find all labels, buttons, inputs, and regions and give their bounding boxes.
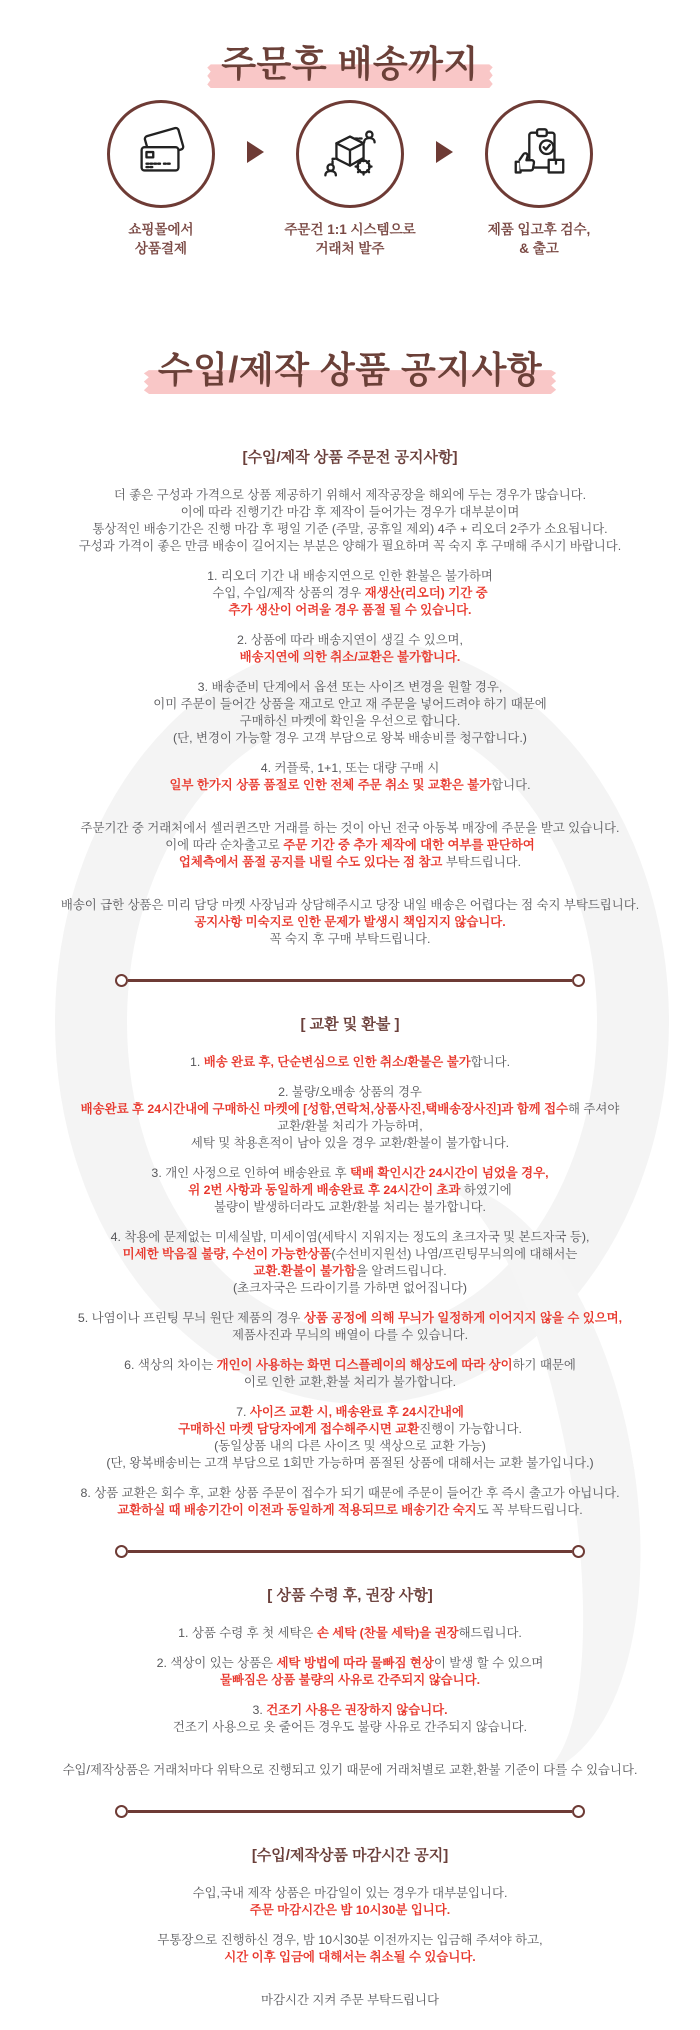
- text-segment-alert: 배송지연에 의한 취소/교환은 불가합니다.: [239, 650, 461, 665]
- text-segment: 세탁 및 착용흔적이 남아 있을 경우 교환/환불이 불가합니다.: [190, 1136, 510, 1151]
- text-segment: 하였기에: [460, 1183, 512, 1198]
- notice-line: [0, 1084, 700, 1101]
- text-segment: 교환/환불 처리가 가능하며,: [277, 1119, 423, 1134]
- notice-title-text: 수입/제작 상품 공지사항: [157, 348, 543, 390]
- notice-sections: [0, 446, 700, 2009]
- process-title: [213, 44, 486, 84]
- notice-line: [0, 713, 700, 730]
- process-title-text: 주문후 배송까지: [221, 43, 479, 84]
- notice-paragraph: [0, 1932, 700, 1966]
- divider-end-icon: [115, 1805, 128, 1818]
- notice-line: [0, 837, 700, 854]
- notice-line: [0, 1246, 700, 1263]
- section-heading: [ 교환 및 환불 ]: [300, 1016, 400, 1034]
- notice-paragraph: [0, 568, 700, 619]
- text-segment: 이미 주문이 들어간 상품을 재고로 안고 재 주문을 넣어드려야 하기 때문에: [153, 697, 547, 712]
- notice-paragraph: [0, 1404, 700, 1472]
- text-segment: 1.: [189, 1055, 204, 1070]
- notice-line: [0, 1438, 700, 1455]
- text-segment: 수입,국내 제작 상품은 마감일이 있는 경우가 대부분입니다.: [192, 1886, 508, 1901]
- text-segment: 3.: [252, 1703, 267, 1718]
- step-circle: [485, 100, 593, 208]
- text-segment: 3. 개인 사정으로 인하여 배송완료 후: [151, 1166, 350, 1181]
- text-segment: 2. 색상이 있는 상품은: [156, 1656, 277, 1671]
- text-segment-alert: 손 세탁 (찬물 세탁)을 권장: [316, 1626, 459, 1641]
- text-segment-alert: 업체측에서 품절 공지를 내릴 수도 있다는 점 참고: [178, 855, 443, 870]
- text-segment: 2. 상품에 따라 배송지연이 생길 수 있으며,: [237, 633, 463, 648]
- text-segment: 1. 상품 수령 후 첫 세탁은: [178, 1626, 317, 1641]
- step-circle: [107, 100, 215, 208]
- notice-line: [0, 760, 700, 777]
- text-segment-alert: 시간 이후 입금에 대해서는 취소될 수 있습니다.: [224, 1950, 476, 1965]
- text-segment-alert: 공지사항 미숙지로 인한 문제가 발생시 책임지지 않습니다.: [194, 915, 506, 930]
- arrow-right-icon: [436, 141, 453, 163]
- notice-paragraph: [0, 820, 700, 871]
- notice-line: [0, 487, 700, 504]
- notice-line: [0, 1932, 700, 1949]
- notice-paragraph: [0, 1310, 700, 1344]
- text-segment: 부탁드립니다.: [442, 855, 522, 870]
- notice-line: [0, 679, 700, 696]
- process-steps: [0, 100, 700, 257]
- step-order-system: [264, 100, 436, 257]
- notice-line: [0, 538, 700, 555]
- notice-paragraph: [0, 1702, 700, 1736]
- section-divider: [115, 1805, 585, 1818]
- notice-line: [0, 602, 700, 619]
- notice-paragraph: [0, 632, 700, 666]
- notice-paragraph: [0, 897, 700, 948]
- text-segment: (초크자국은 드라이기를 가하면 없어집니다): [232, 1281, 468, 1296]
- section-heading: [ 상품 수령 후, 권장 사항]: [267, 1587, 433, 1605]
- text-segment: 해드립니다.: [458, 1626, 522, 1641]
- text-segment: 더 좋은 구성과 가격으로 상품 제공하기 위해서 제작공장을 해외에 두는 경우가 많습니다.: [113, 488, 587, 503]
- notice-paragraph: [0, 1054, 700, 1071]
- notice-line: [0, 730, 700, 747]
- notice-line: [0, 1135, 700, 1152]
- text-segment: 수입, 수입/제작 상품의 경우: [212, 586, 365, 601]
- notice-line: [0, 1992, 700, 2009]
- step-payment: [75, 100, 247, 257]
- text-segment: (단, 왕복배송비는 고객 부담으로 1회만 가능하며 품절된 상품에 대해서는 교환 불가입니다.): [106, 1456, 594, 1471]
- text-segment: 불량이 발생하더라도 교환/환불 처리는 불가합니다.: [213, 1200, 486, 1215]
- notice-line: [0, 1182, 700, 1199]
- divider-end-icon: [115, 1545, 128, 1558]
- text-segment: 건조기 사용으로 옷 줄어든 경우도 불량 사유로 간주되지 않습니다.: [172, 1720, 528, 1735]
- notice-line: [0, 632, 700, 649]
- notice-paragraph: [0, 487, 700, 555]
- text-segment-alert: 주문 기간 중 추가 제작에 대한 여부를 판단하여: [283, 838, 535, 853]
- step-label-line: 주문건 1:1 시스템으로: [284, 222, 416, 238]
- text-segment-alert: 세탁 방법에 따라 물빠짐 현상: [276, 1656, 434, 1671]
- divider-end-icon: [572, 1805, 585, 1818]
- notice-line: [0, 931, 700, 948]
- text-segment: 합니다.: [470, 1055, 511, 1070]
- notice-line: [0, 1625, 700, 1642]
- notice-paragraph: [0, 1625, 700, 1642]
- text-segment: 도 꼭 부탁드립니다.: [476, 1503, 583, 1518]
- divider-line: [128, 979, 572, 982]
- text-segment: 하기 때문에: [512, 1358, 576, 1373]
- text-segment-alert: 교환.환불이 불가함: [253, 1264, 356, 1279]
- text-segment: 5. 나염이나 프린팅 무늬 원단 제품의 경우: [77, 1311, 304, 1326]
- notice-line: [0, 1719, 700, 1736]
- text-segment: 구성과 가격이 좋은 만큼 배송이 길어지는 부분은 양해가 필요하며 꼭 숙지 후 구매해 주시기 바랍니다.: [78, 539, 622, 554]
- notice-line: [0, 1280, 700, 1297]
- step-inspection: [453, 100, 625, 257]
- notice-line: [0, 585, 700, 602]
- text-segment: (수선비지원선) 나염/프린팅무늬의에 대해서는: [331, 1247, 578, 1262]
- text-segment-alert: 재생산(리오더) 기간 중: [364, 586, 488, 601]
- text-segment-alert: 개인이 사용하는 화면 디스플레이의 해상도에 따라 상이: [216, 1358, 513, 1373]
- text-segment-alert: 상품 공정에 의해 무늬가 일정하게 이어지지 않을 수 있으며,: [303, 1311, 623, 1326]
- notice-line: [0, 1702, 700, 1719]
- text-segment: 배송이 급한 상품은 미리 담당 마켓 사장님과 상담해주시고 당장 내일 배송은 어렵다는 점 숙지 부탁드립니다.: [60, 898, 640, 913]
- text-segment: (동일상품 내의 다른 사이즈 및 색상으로 교환 가능): [214, 1439, 486, 1454]
- notice-line: [0, 568, 700, 585]
- text-segment-alert: 추가 생산이 어려울 경우 품절 될 수 있습니다.: [228, 603, 472, 618]
- step-label-line: 상품결제: [134, 240, 188, 256]
- notice-line: [0, 1229, 700, 1246]
- step-label: [128, 221, 193, 257]
- text-segment-alert: 주문 마감시간은 밤 10시30분 입니다.: [249, 1903, 451, 1918]
- notice-line: [0, 1327, 700, 1344]
- notice-paragraph: [0, 1885, 700, 1919]
- notice-paragraph: [0, 1229, 700, 1297]
- step-label-line: 제품 입고후 검수,: [487, 222, 591, 238]
- text-segment: 이에 따라 진행기간 마감 후 제작이 들어가는 경우가 대부분이며: [180, 505, 520, 520]
- text-segment: 4. 착용에 문제없는 미세실밥, 미세이염(세탁시 지워지는 정도의 초크자국 및 본드자국 등),: [110, 1230, 590, 1245]
- notice-line: [0, 914, 700, 931]
- notice-line: [0, 1485, 700, 1502]
- text-segment: 6. 색상의 차이는: [124, 1358, 217, 1373]
- text-segment: 무통장으로 진행하신 경우, 밤 10시30분 이전까지는 입금해 주셔야 하고,: [157, 1933, 543, 1948]
- notice-line: [0, 1502, 700, 1519]
- divider-line: [128, 1550, 572, 1553]
- text-segment-alert: 배송완료 후 24시간내에 구매하신 마켓에 [성함,연락처,상품사진,택배송장사진]과 함께 접수: [80, 1102, 569, 1117]
- section-divider: [115, 974, 585, 987]
- notice-paragraph: [0, 1992, 700, 2009]
- notice-line: [0, 1762, 700, 1779]
- arrow-right-icon: [247, 141, 264, 163]
- text-segment: 수입/제작상품은 거래처마다 위탁으로 진행되고 있기 때문에 거래처별로 교환,환불 기준이 다를 수 있습니다.: [62, 1763, 638, 1778]
- step-label-line: 거래처 발주: [315, 240, 385, 256]
- text-segment: 꼭 숙지 후 구매 부탁드립니다.: [269, 932, 431, 947]
- text-segment: 해 주셔야: [568, 1102, 620, 1117]
- text-segment: 이로 인한 교환,환불 처리가 불가합니다.: [243, 1375, 457, 1390]
- text-segment-alert: 일부 한가지 상품 품절로 인한 전체 주문 취소 및 교환은 불가: [169, 778, 492, 793]
- text-segment: 이 발생 할 수 있으며: [433, 1656, 544, 1671]
- notice-paragraph: [0, 1762, 700, 1779]
- notice-line: [0, 1165, 700, 1182]
- notice-paragraph: [0, 1655, 700, 1689]
- section-divider: [115, 1545, 585, 1558]
- credit-card-icon: [130, 123, 192, 185]
- notice-line: [0, 1357, 700, 1374]
- text-segment: 주문기간 중 거래처에서 셀러퀸즈만 거래를 하는 것이 아닌 전국 아동복 매장에 주문을 받고 있습니다.: [80, 821, 620, 836]
- notice-paragraph: [0, 1165, 700, 1216]
- notice-line: [0, 1885, 700, 1902]
- divider-end-icon: [572, 1545, 585, 1558]
- notice-line: [0, 1310, 700, 1327]
- text-segment-alert: 교환하실 때 배송기간이 이전과 동일하게 적용되므로 배송기간 숙지: [117, 1503, 477, 1518]
- text-segment: 4. 커플룩, 1+1, 또는 대량 구매 시: [260, 761, 440, 776]
- notice-line: [0, 649, 700, 666]
- notice-line: [0, 1421, 700, 1438]
- text-segment-alert: 위 2번 사항과 동일하게 배송완료 후 24시간이 초과: [188, 1183, 461, 1198]
- text-segment: 구매하신 마켓에 확인을 우선으로 합니다.: [239, 714, 461, 729]
- text-segment: 제품사진과 무늬의 배열이 다를 수 있습니다.: [231, 1328, 469, 1343]
- text-segment: 2. 불량/오배송 상품의 경우: [278, 1085, 422, 1100]
- order-system-icon: [319, 123, 381, 185]
- text-segment-alert: 사이즈 교환 시, 배송완료 후 24시간내에: [249, 1405, 464, 1420]
- text-segment: 진행이 가능합니다.: [419, 1422, 522, 1437]
- notice-line: [0, 1949, 700, 1966]
- text-segment: 3. 배송준비 단계에서 옵션 또는 사이즈 변경을 원할 경우,: [197, 680, 503, 695]
- notice-line: [0, 521, 700, 538]
- text-segment: (단, 변경이 가능할 경우 고객 부담으로 왕복 배송비를 청구합니다.): [173, 731, 527, 746]
- text-segment: 7.: [236, 1405, 250, 1420]
- step-label-line: 쇼핑몰에서: [128, 222, 194, 238]
- divider-line: [128, 1810, 572, 1813]
- notice-title: [150, 350, 550, 390]
- notice-paragraph: [0, 1084, 700, 1152]
- text-segment-alert: 건조기 사용은 권장하지 않습니다.: [266, 1703, 448, 1718]
- notice-line: [0, 1101, 700, 1118]
- notice-line: [0, 504, 700, 521]
- notice-line: [0, 1374, 700, 1391]
- notice-line: [0, 897, 700, 914]
- step-label: [284, 221, 415, 257]
- text-segment-alert: 구매하신 마켓 담당자에게 접수해주시면 교환: [178, 1422, 420, 1437]
- notice-line: [0, 1455, 700, 1472]
- notice-line: [0, 1199, 700, 1216]
- section-heading: [수입/제작상품 마감시간 공지]: [251, 1847, 449, 1865]
- notice-line: [0, 1054, 700, 1071]
- notice-paragraph: [0, 1485, 700, 1519]
- text-segment: 이에 따라 순차출고로: [165, 838, 284, 853]
- step-circle: [296, 100, 404, 208]
- notice-line: [0, 1902, 700, 1919]
- notice-line: [0, 1672, 700, 1689]
- text-segment: 마감시간 지켜 주문 부탁드립니다: [261, 1993, 439, 2008]
- notice-line: [0, 1118, 700, 1135]
- text-segment: 을 알려드립니다.: [355, 1264, 447, 1279]
- notice-line: [0, 1263, 700, 1280]
- step-label: [488, 221, 591, 257]
- notice-paragraph: [0, 1357, 700, 1391]
- text-segment-alert: 미세한 박음질 불량, 수선이 가능한상품: [122, 1247, 332, 1262]
- notice-line: [0, 1404, 700, 1421]
- notice-line: [0, 854, 700, 871]
- step-label-line: & 출고: [519, 240, 559, 256]
- inspection-icon: [508, 123, 570, 185]
- notice-line: [0, 1655, 700, 1672]
- text-segment-alert: 배송 완료 후, 단순변심으로 인한 취소/환불은 불가: [203, 1055, 471, 1070]
- notice-line: [0, 696, 700, 713]
- text-segment-alert: 택배 확인시간 24시간이 넘었을 경우,: [349, 1166, 549, 1181]
- notice-line: [0, 820, 700, 837]
- text-segment-alert: 물빠짐은 상품 불량의 사유로 간주되지 않습니다.: [219, 1673, 481, 1688]
- text-segment: 1. 리오더 기간 내 배송지연으로 인한 환불은 불가하며: [207, 569, 493, 584]
- text-segment: 8. 상품 교환은 회수 후, 교환 상품 주문이 접수가 되기 때문에 주문이 들어간 후 즉시 출고가 아닙니다.: [80, 1486, 620, 1501]
- divider-end-icon: [572, 974, 585, 987]
- divider-end-icon: [115, 974, 128, 987]
- text-segment: 통상적인 배송기간은 진행 마감 후 평일 기준 (주말, 공휴일 제외) 4주 + 리오더 2주가 소요됩니다.: [92, 522, 608, 537]
- section-heading: [수입/제작 상품 주문전 공지사항]: [242, 449, 458, 467]
- text-segment: 합니다.: [491, 778, 531, 793]
- notice-paragraph: [0, 679, 700, 747]
- notice-paragraph: [0, 760, 700, 794]
- notice-line: [0, 777, 700, 794]
